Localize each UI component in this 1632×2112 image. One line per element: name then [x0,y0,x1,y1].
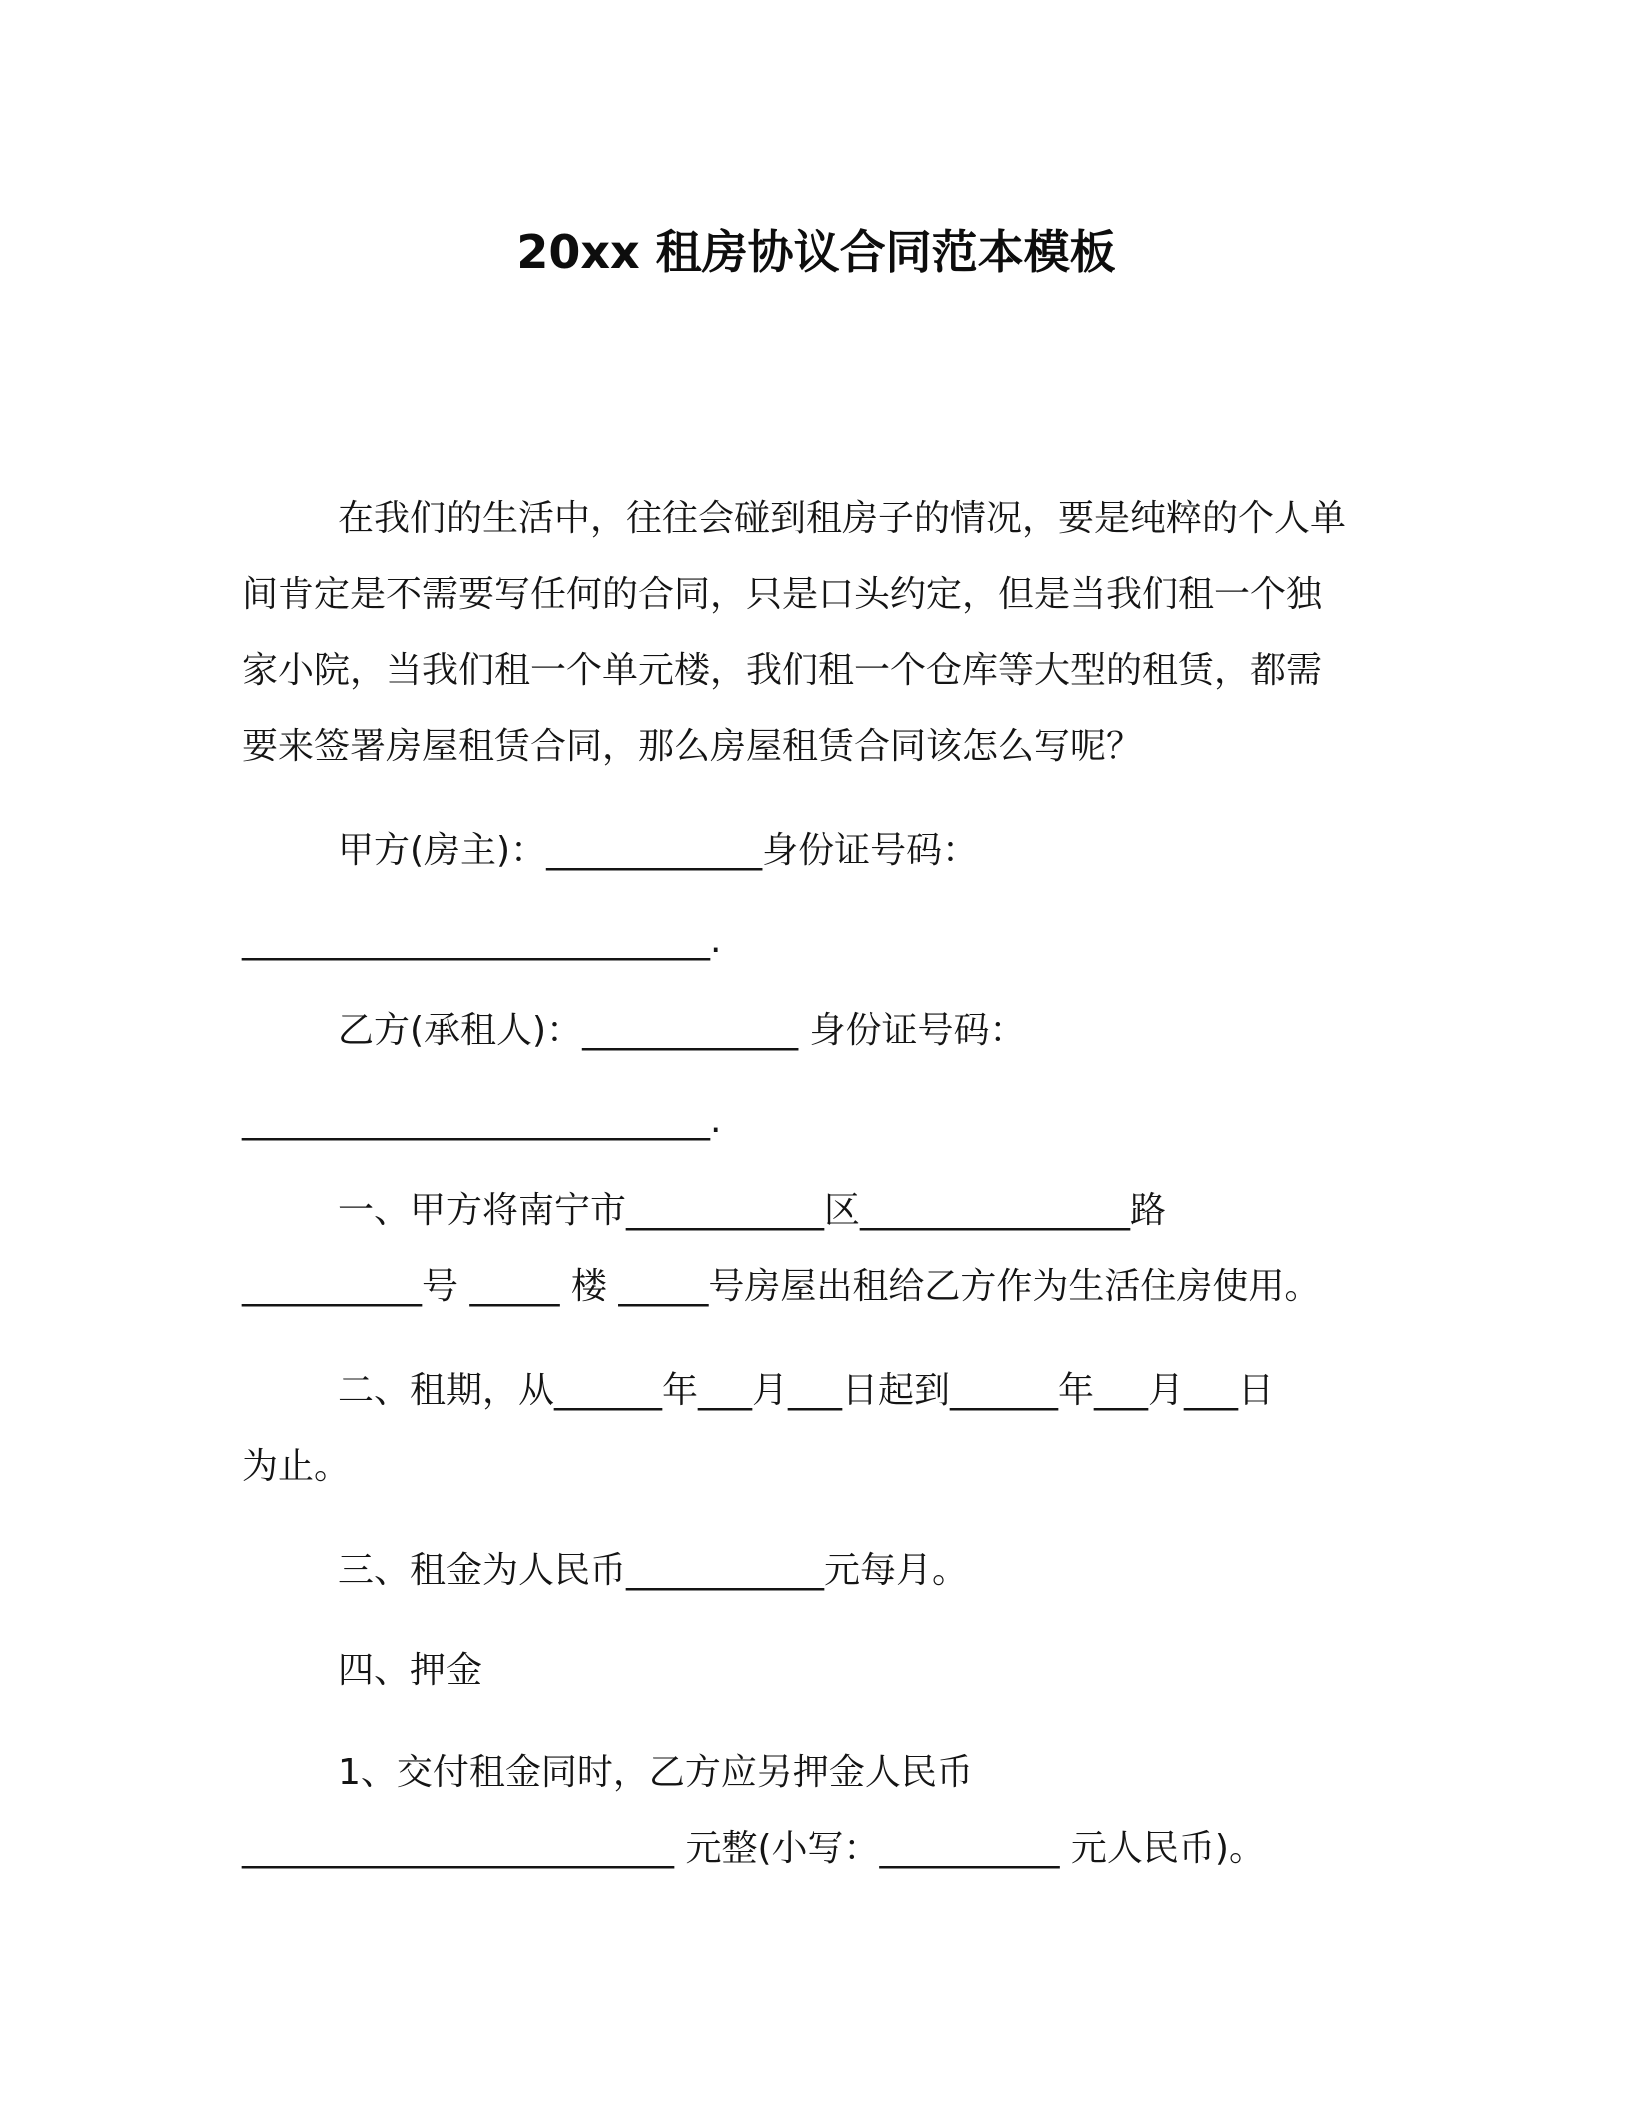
clause-1-line: 一、甲方将南宁市___________区_______________路 [338,1190,1167,1231]
party-b-line: 乙方(承租人)：____________ 身份证号码： [338,1010,1026,1051]
deposit-item-line: 1、交付租金同时，乙方应另押金人民币 [338,1752,973,1793]
party-a-id-blank: __________________________. [242,920,722,961]
document-title: 20xx 租房协议合同范本模板 [516,225,1116,279]
paragraph-line: 家小院，当我们租一个单元楼，我们租一个仓库等大型的租赁，都需 [242,650,1323,691]
clause-1-line: __________号 _____ 楼 _____号房屋出租给乙方作为生活住房使用。 [242,1266,1321,1307]
clause-3-line: 三、租金为人民币___________元每月。 [338,1550,969,1591]
paragraph-line: 要来签署房屋租赁合同，那么房屋租赁合同该怎么写呢？ [242,726,1143,767]
clause-4-heading: 四、押金 [338,1650,483,1691]
clause-2-line: 二、租期，从______年___月___日起到______年___月___日 [338,1370,1275,1411]
party-a-line: 甲方(房主)：____________身份证号码： [338,830,979,871]
paragraph-line: 在我们的生活中，往往会碰到租房子的情况，要是纯粹的个人单 [338,498,1347,539]
paragraph-line: 间肯定是不需要写任何的合同，只是口头约定，但是当我们租一个独 [242,574,1323,615]
clause-2-line: 为止。 [242,1446,351,1487]
party-b-id-blank: __________________________. [242,1100,722,1141]
deposit-item-line: ________________________ 元整(小写：__________ 元人民币)。 [242,1828,1265,1869]
